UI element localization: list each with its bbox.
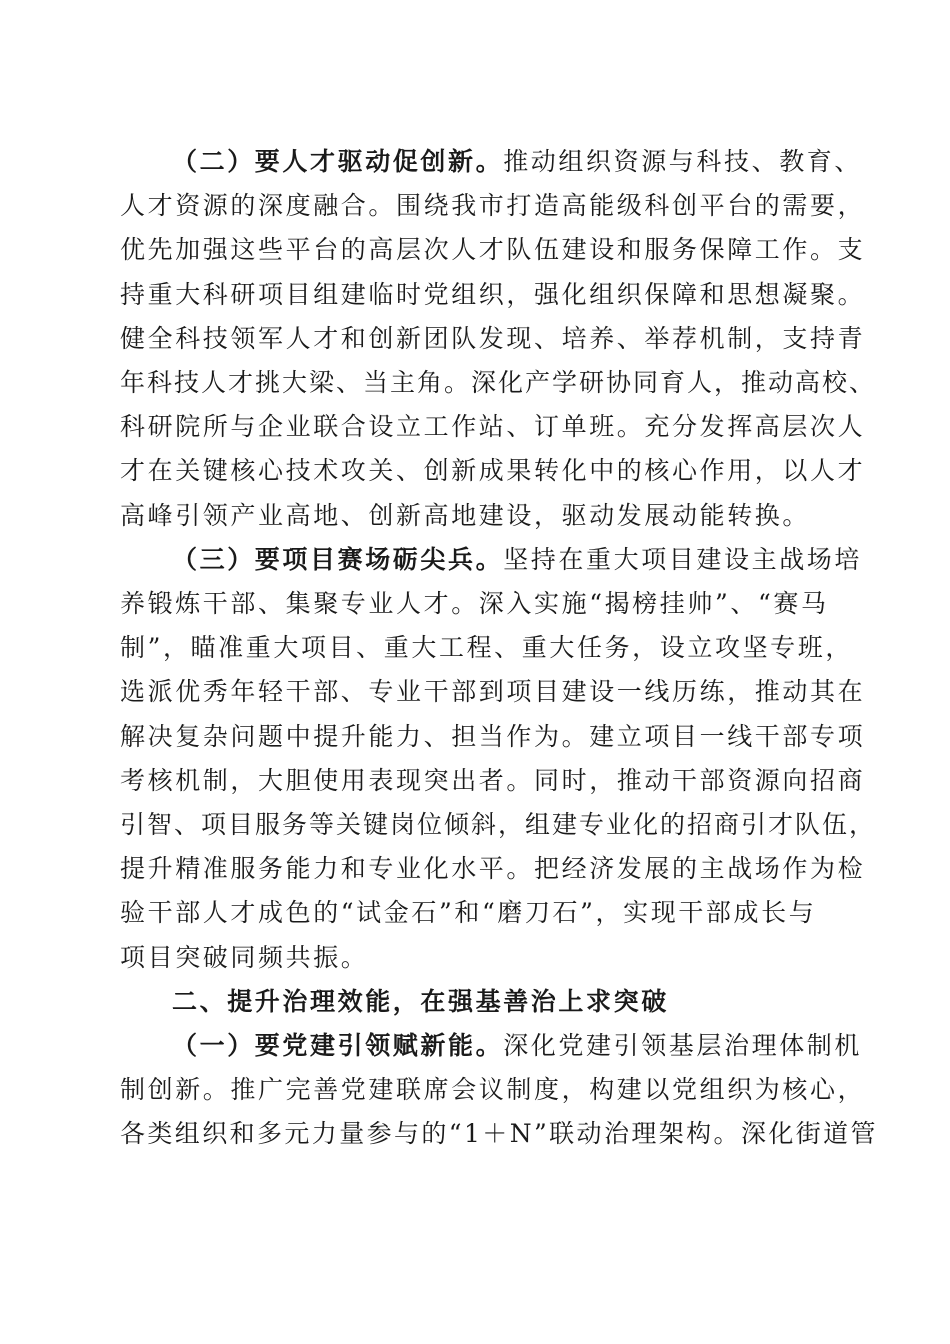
paragraph-line: 引智、项目服务等关键岗位倾斜，组建专业化的招商引才队伍， <box>120 810 877 839</box>
paragraph-2-first-line <box>172 146 862 178</box>
section-heading: 二、提升治理效能，在强基善治上求突破 <box>172 987 669 1016</box>
paragraph-line: 项目突破同频共振。 <box>120 943 369 972</box>
paragraph-line: 各类组织和多元力量参与的“1＋N”联动治理架构。深化街道管 <box>120 1119 878 1148</box>
paragraph-line: 制创新。推广完善党建联席会议制度，构建以党组织为核心， <box>120 1075 866 1104</box>
paragraph-line: 优先加强这些平台的高层次人才队伍建设和服务保障工作。支 <box>120 235 866 264</box>
paragraph-line: 考核机制，大胆使用表现突出者。同时，推动干部资源向招商 <box>120 766 866 795</box>
paragraph-line: 人才资源的深度融合。围绕我市打造高能级科创平台的需要， <box>120 191 866 220</box>
paragraph-3-text: 坚持在重大项目建设主战场培 <box>503 545 863 574</box>
paragraph-1-lead: （一）要党建引领赋新能。 <box>172 1031 504 1060</box>
paragraph-line: 解决复杂问题中提升能力、担当作为。建立项目一线干部专项 <box>120 722 866 751</box>
paragraph-1-first-line <box>172 1030 862 1062</box>
paragraph-2-lead: （二）要人才驱动促创新。 <box>172 147 504 176</box>
paragraph-3-first-line <box>172 544 862 576</box>
paragraph-line: 才在关键核心技术攻关、创新成果转化中的核心作用，以人才 <box>120 456 866 485</box>
paragraph-line: 养锻炼干部、集聚专业人才。深入实施“揭榜挂帅”、“赛马 <box>120 589 829 618</box>
paragraph-3-lead: （三）要项目赛场砺尖兵。 <box>172 545 504 574</box>
paragraph-line: 提升精准服务能力和专业化水平。把经济发展的主战场作为检 <box>120 854 866 883</box>
paragraph-2-text: 推动组织资源与科技、教育、 <box>503 147 863 176</box>
paragraph-line: 高峰引领产业高地、创新高地建设，驱动发展动能转换。 <box>120 501 811 530</box>
paragraph-1-text: 深化党建引领基层治理体制机 <box>503 1031 863 1060</box>
paragraph-line: 健全科技领军人才和创新团队发现、培养、举荐机制，支持青 <box>120 324 866 353</box>
paragraph-line: 持重大科研项目组建临时党组织，强化组织保障和思想凝聚。 <box>120 280 866 309</box>
paragraph-line: 选派优秀年轻干部、专业干部到项目建设一线历练，推动其在 <box>120 677 866 706</box>
paragraph-line: 年科技人才挑大梁、当主角。深化产学研协同育人，推动高校、 <box>120 368 877 397</box>
paragraph-line: 验干部人才成色的“试金石”和“磨刀石”，实现干部成长与 <box>120 898 817 927</box>
paragraph-line: 制”，瞄准重大项目、重大工程、重大任务，设立攻坚专班， <box>120 633 853 662</box>
paragraph-line: 科研院所与企业联合设立工作站、订单班。充分发挥高层次人 <box>120 412 866 441</box>
